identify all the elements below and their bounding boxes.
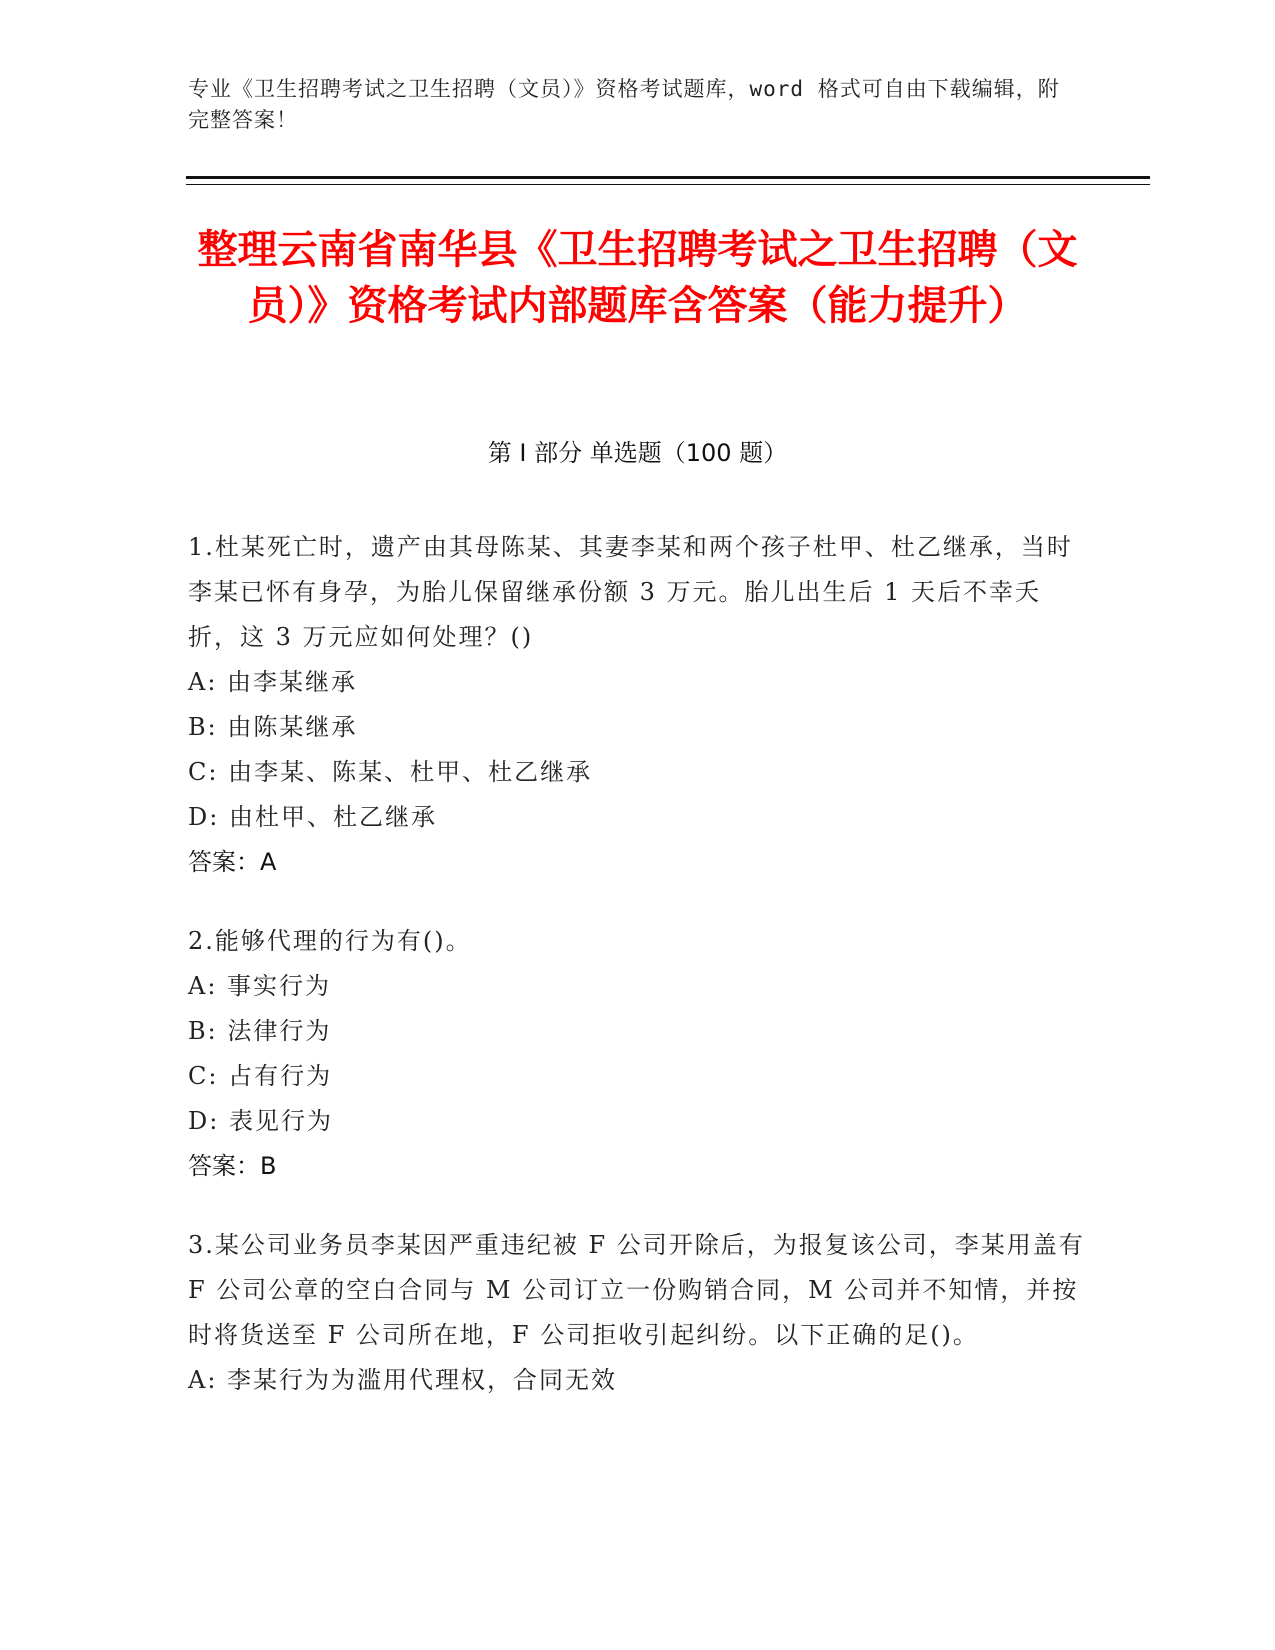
question-1 bbox=[188, 525, 1088, 885]
option-d: D: 由杜甲、杜乙继承 bbox=[188, 803, 437, 831]
section-heading: 第 I 部分 单选题（100 题） bbox=[487, 439, 788, 467]
option-c: C: 由李某、陈某、杜甲、杜乙继承 bbox=[188, 758, 593, 786]
option-b: B: 由陈某继承 bbox=[188, 713, 358, 741]
header-divider-thick bbox=[186, 176, 1150, 179]
question-list bbox=[188, 525, 1088, 1437]
question-text: 3.某公司业务员李某因严重违纪被 F 公司开除后，为报复该公司，李某用盖有 F 公司公章的空白合同与 M 公司订立一份购销合同，M 公司并不知情，并按时将货送至 F 公司所在地，F 公司拒收引起纠纷。以下正确的足()。 bbox=[188, 1231, 1085, 1349]
question-text: 1.杜某死亡时，遗产由其母陈某、其妻李某和两个孩子杜甲、杜乙继承，当时李某已怀有身孕，为胎儿保留继承份额 3 万元。胎儿出生后 1 天后不幸夭折，这 3 万元应如何处理？() bbox=[188, 533, 1073, 651]
option-c: C: 占有行为 bbox=[188, 1062, 333, 1090]
header-divider-thin bbox=[186, 184, 1150, 185]
option-a: A: 由李某继承 bbox=[188, 668, 358, 696]
question-2 bbox=[188, 919, 1088, 1189]
option-b: B: 法律行为 bbox=[188, 1017, 332, 1045]
option-a: A: 李某行为为滥用代理权，合同无效 bbox=[188, 1366, 618, 1394]
answer-line: 答案：A bbox=[188, 848, 277, 876]
option-a: A: 事实行为 bbox=[188, 972, 332, 1000]
answer-line: 答案：B bbox=[188, 1152, 277, 1180]
header-note: 专业《卫生招聘考试之卫生招聘（文员）》资格考试题库，word 格式可自由下载编辑，附完整答案！ bbox=[188, 77, 1060, 132]
question-3 bbox=[188, 1223, 1088, 1403]
option-d: D: 表见行为 bbox=[188, 1107, 333, 1135]
document-title: 整理云南省南华县《卫生招聘考试之卫生招聘（文员）》资格考试内部题库含答案（能力提升） bbox=[197, 227, 1078, 329]
question-text: 2.能够代理的行为有()。 bbox=[188, 927, 472, 955]
